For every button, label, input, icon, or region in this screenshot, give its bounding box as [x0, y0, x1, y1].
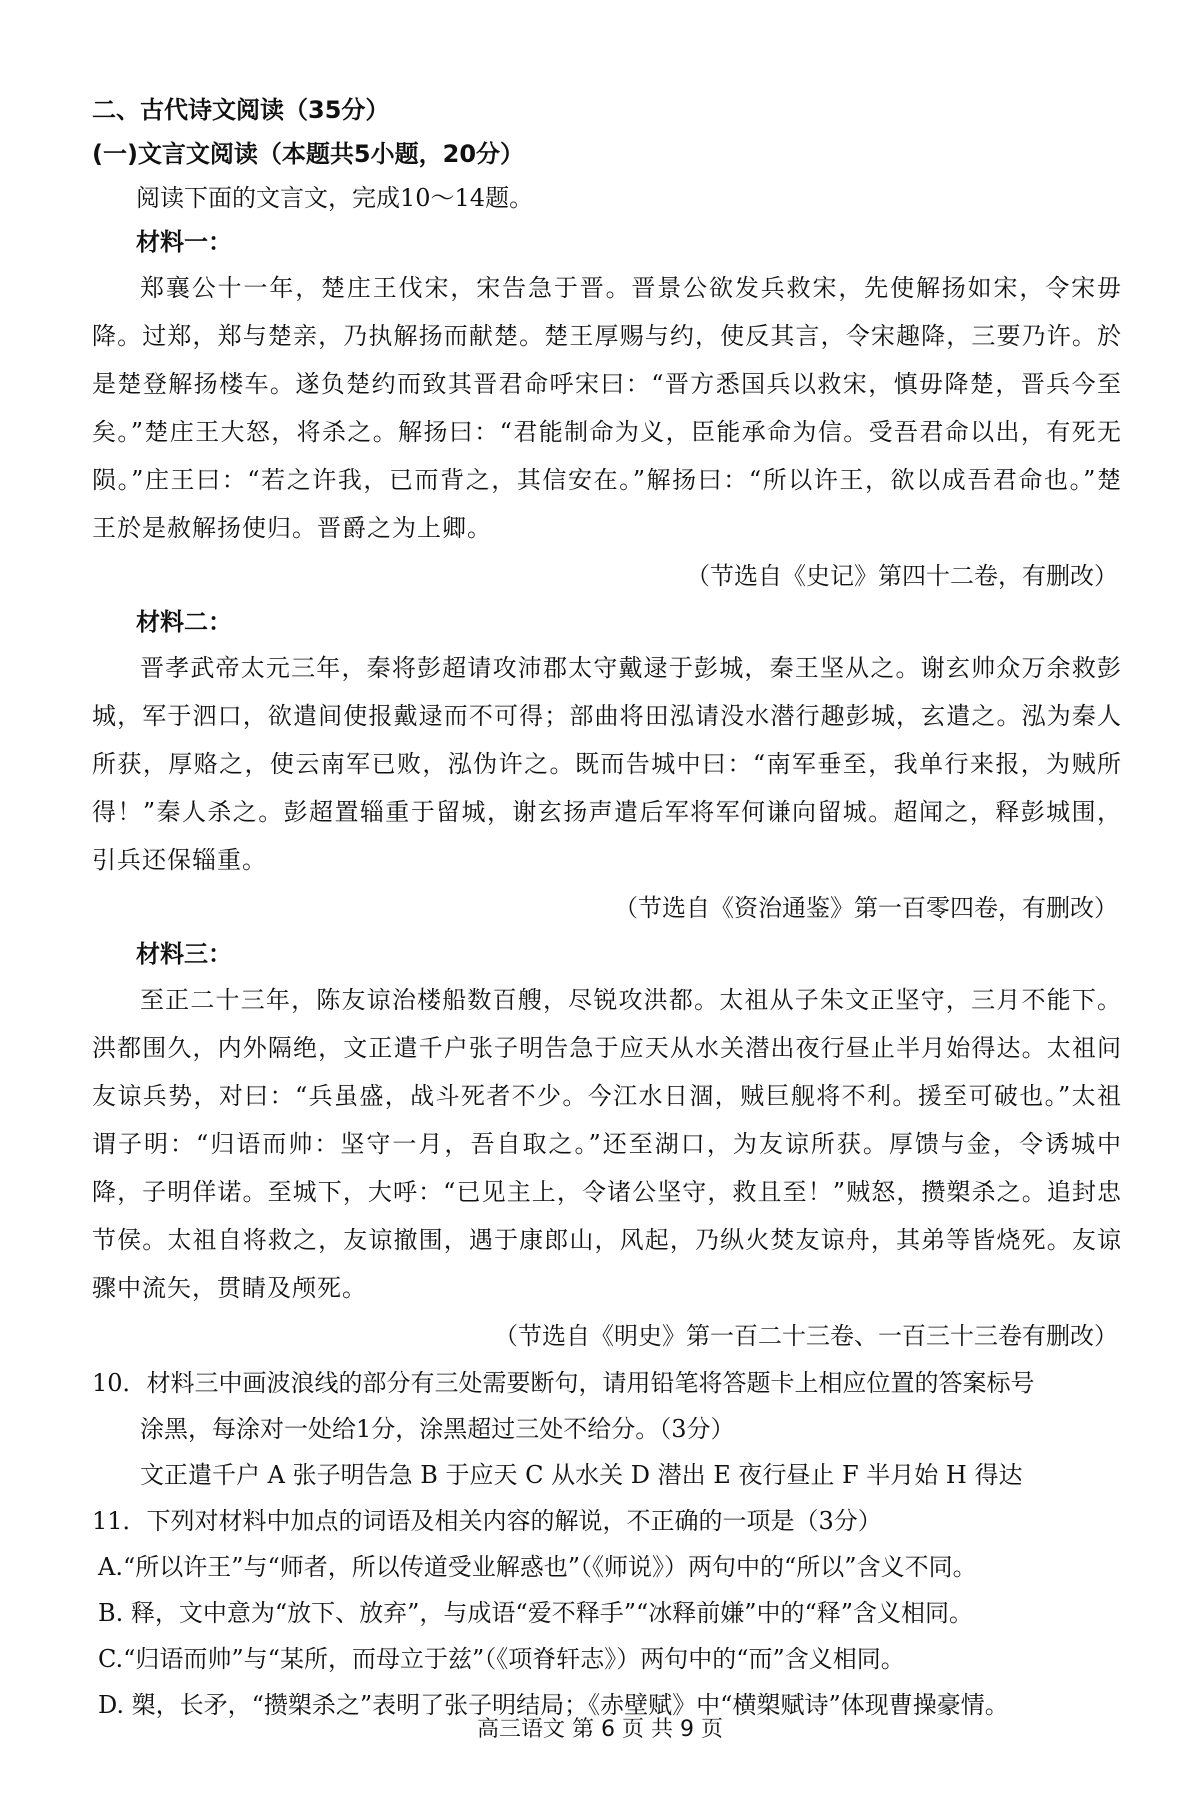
page-footer: 高三语文 第 6 页 共 9 页 — [477, 1717, 723, 1742]
material-3-source: （节选自《明史》第一百二十三卷、一百三十三卷有删改） — [494, 1322, 1118, 1350]
question-11-stem: 11．下列对材料中加点的词语及相关内容的解说，不正确的一项是（3分） — [92, 1507, 882, 1535]
material-2-label: 材料二： — [136, 608, 232, 636]
instruction: 阅读下面的文言文，完成10～14题。 — [136, 184, 534, 212]
subsection-title: (一)文言文阅读（本题共5小题，20分） — [92, 140, 525, 168]
material-2-text: 晋孝武帝太元三年，秦将彭超请攻沛郡太守戴逯于彭城，秦王坚从之。谢玄帅众万余救彭城，军于泗口，欲遣间使报戴逯而不可得；部曲将田泓请没水潜行趣彭城，玄遣之。泓为秦人所获，厚赂之，使云南军已败，泓伪许之。既而告城中曰：“南军垂至，我单行来报，为贼所得！”秦人杀之。彭超置辎重于留城，谢玄扬声遣后军将军何谦向留城。超闻之，释彭城围，引兵还保辎重。 — [92, 654, 1122, 874]
question-11-option-d: D. 槊，长矛，“攒槊杀之”表明了张子明结局；《赤壁赋》中“横槊赋诗”体现曹操豪情。 — [98, 1691, 1009, 1719]
question-11-option-a: A.“所以许王”与“师者，所以传道受业解惑也”（《师说》）两句中的“所以”含义不同。 — [98, 1553, 977, 1581]
material-3-label: 材料三： — [136, 940, 232, 968]
material-1-label: 材料一： — [136, 228, 232, 256]
question-11-option-b: B. 释，文中意为“放下、放弃”，与成语“爱不释手”“冰释前嫌”中的“释”含义相同。 — [98, 1599, 974, 1627]
section-title: 二、古代诗文阅读（35分） — [92, 96, 390, 124]
question-10-stem-cont: 涂黑，每涂对一处给1分，涂黑超过三处不给分。（3分） — [140, 1415, 735, 1443]
question-10-stem: 10．材料三中画波浪线的部分有三处需要断句，请用铅笔将答题卡上相应位置的答案标号 — [92, 1369, 1035, 1397]
question-10-sentence: 文正遣千户 A 张子明告急 B 于应天 C 从水关 D 潜出 E 夜行昼止 F 半月始 H 得达 — [140, 1461, 1023, 1489]
material-1-text: 郑襄公十一年，楚庄王伐宋，宋告急于晋。晋景公欲发兵救宋，先使解扬如宋，令宋毋降。过郑，郑与楚亲，乃执解扬而献楚。楚王厚赐与约，使反其言，令宋趣降，三要乃许。於是楚登解扬楼车。遂负楚约而致其晋君命呼宋曰：“晋方悉国兵以救宋，慎毋降楚，晋兵今至矣。”楚庄王大怒，将杀之。解扬曰：“君能制命为义，臣能承命为信。受吾君命以出，有死无陨。”庄王曰：“若之许我，已而背之，其信安在。”解扬曰：“所以许王，欲以成吾君命也。”楚王於是赦解扬使归。晋爵之为上卿。 — [92, 274, 1122, 542]
exam-page — [92, 88, 1122, 1728]
material-3-text: 至正二十三年，陈友谅治楼船数百艘，尽锐攻洪都。太祖从子朱文正坚守，三月不能下。洪都围久，内外隔绝，文正遣千户张子明告急于应天从水关潜出夜行昼止半月始得达。太祖问友谅兵势，对曰：“兵虽盛，战斗死者不少。今江水日涸，贼巨舰将不利。援至可破也。”太祖谓子明：“归语而帅：坚守一月，吾自取之。”还至湖口，为友谅所获。厚馈与金，令诱城中降，子明佯诺。至城下，大呼：“已见主上，令诸公坚守，救且至！”贼怒，攒槊杀之。追封忠节侯。太祖自将救之，友谅撤围，遇于康郎山，风起，乃纵火焚友谅舟，其弟等皆烧死。友谅骤中流矢，贯睛及颅死。 — [92, 986, 1122, 1302]
material-2-source: （节选自《资治通鉴》第一百零四卷，有删改） — [614, 894, 1118, 922]
material-1-source: （节选自《史记》第四十二卷，有删改） — [686, 562, 1118, 590]
question-11-option-c: C.“归语而帅”与“某所，而母立于兹”（《项脊轩志》）两句中的“而”含义相同。 — [98, 1645, 905, 1673]
